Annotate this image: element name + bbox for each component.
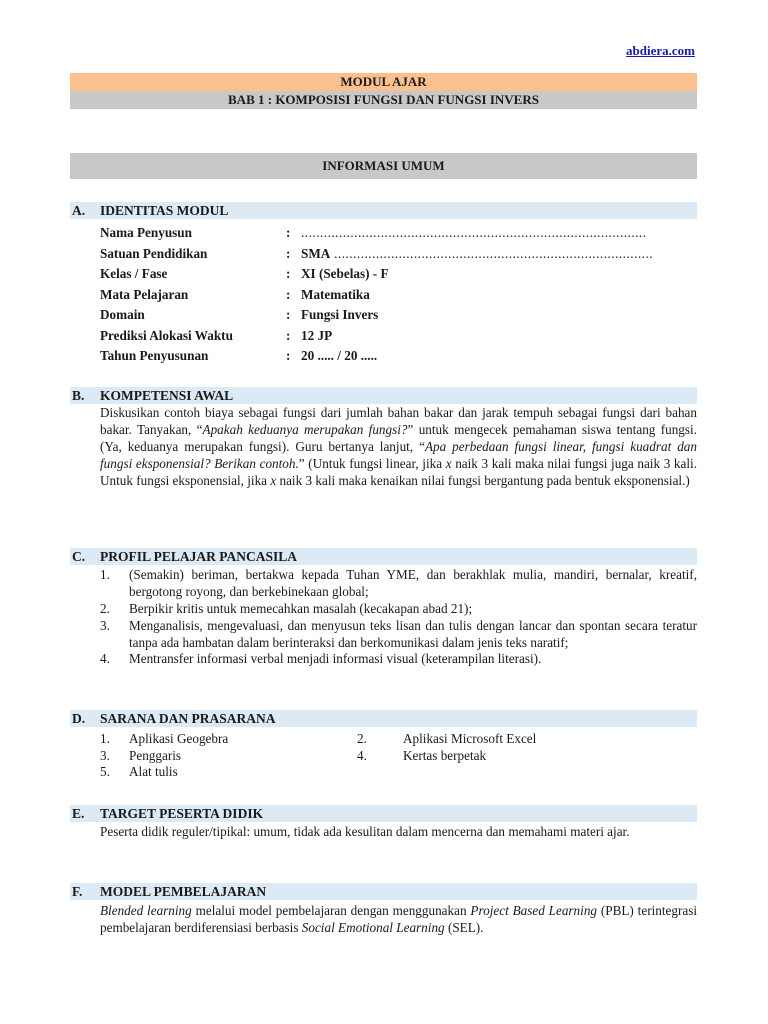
list-text: Penggaris xyxy=(129,747,182,763)
list-text: Kertas berpetak xyxy=(403,747,487,763)
list-number: 1. xyxy=(100,731,110,746)
identitas-row xyxy=(100,326,660,347)
section-letter: C. xyxy=(72,549,86,564)
info-title: INFORMASI UMUM xyxy=(322,158,445,173)
info-title-bar xyxy=(70,153,697,179)
chapter-title: BAB 1 : KOMPOSISI FUNGSI DAN FUNGSI INVERS xyxy=(228,92,539,107)
identitas-label: Kelas / Fase xyxy=(100,266,168,281)
identitas-colon: : xyxy=(286,225,291,240)
section-letter: D. xyxy=(72,711,86,726)
section-title: TARGET PESERTA DIDIK xyxy=(100,806,264,821)
module-title: MODUL AJAR xyxy=(340,74,427,89)
list-text: Alat tulis xyxy=(129,764,178,779)
identitas-row xyxy=(100,346,660,367)
section-letter: F. xyxy=(72,884,83,899)
list-item xyxy=(100,601,697,618)
chapter-title-bar xyxy=(70,91,697,109)
list-number: 4. xyxy=(100,651,110,667)
sarana-row xyxy=(100,764,697,781)
list-number: 1. xyxy=(100,567,110,582)
section-b-header xyxy=(70,387,697,404)
section-title: PROFIL PELAJAR PANCASILA xyxy=(100,549,298,564)
section-title: IDENTITAS MODUL xyxy=(100,203,229,218)
list-number: 5. xyxy=(100,764,110,779)
identitas-value: Matematika xyxy=(301,286,370,302)
list-text: Aplikasi Geogebra xyxy=(129,731,229,746)
model-text: Blended learning melalui model pembelajaran dengan menggunakan Project Based Learning (PBL) terintegrasi pembelajaran berdiferensiasi berbasis Social Emotional Learning (SEL). xyxy=(100,903,697,935)
identitas-colon: : xyxy=(286,245,291,261)
identitas-label: Satuan Pendidikan xyxy=(100,245,208,261)
list-number: 3. xyxy=(100,747,110,763)
section-e-header xyxy=(70,805,697,822)
list-text: Menganalisis, mengevaluasi, dan menyusun teks lisan dan tulis dengan lancar dan spontan secara teratur tanpa ada hambatan dalam berinteraksi dan berkomunikasi dalam jenis teks naratif; xyxy=(129,617,697,650)
section-letter: B. xyxy=(72,388,85,403)
identitas-value: Fungsi Invers xyxy=(301,307,379,322)
site-link[interactable]: abdiera.com xyxy=(626,43,695,58)
target-text: Peserta didik reguler/tipikal: umum, tidak ada kesulitan dalam mencerna dan memahami materi ajar. xyxy=(100,824,630,839)
identitas-colon: : xyxy=(286,307,291,322)
identitas-value: XI (Sebelas) - F xyxy=(301,266,389,281)
profil-list xyxy=(100,567,697,668)
list-number: 2. xyxy=(100,600,110,616)
identitas-value: 20 ..... / 20 ..... xyxy=(301,348,378,363)
identitas-table xyxy=(100,223,660,367)
list-item xyxy=(100,618,697,652)
list-item xyxy=(100,651,697,668)
section-f-header xyxy=(70,883,697,900)
question-1: Apakah keduanya merupakan fungsi? xyxy=(202,421,408,437)
module-title-bar xyxy=(70,73,697,91)
sarana-row xyxy=(100,731,697,748)
identitas-row xyxy=(100,244,660,265)
identitas-label: Prediksi Alokasi Waktu xyxy=(100,327,233,343)
identitas-value: SMA .................................................................................... xyxy=(301,245,654,261)
section-letter: E. xyxy=(72,806,85,821)
fill-dots: ........................................................................................... xyxy=(301,225,647,240)
list-item xyxy=(100,567,697,601)
identitas-colon: : xyxy=(286,286,291,302)
sarana-row xyxy=(100,748,697,765)
section-d-header xyxy=(70,710,697,727)
question-2: Apa perbedaan fungsi linear, fungsi kuadrat dan fungsi eksponensial? Berikan contoh. xyxy=(100,438,697,471)
list-number: 4. xyxy=(357,747,367,763)
section-title: KOMPETENSI AWAL xyxy=(100,388,234,403)
section-title: SARANA DAN PRASARANA xyxy=(100,711,276,726)
list-text: (Semakin) beriman, bertakwa kepada Tuhan YME, dan berakhlak mulia, mandiri, bernalar, kreatif, bergotong royong, dan berkebinekaan global; xyxy=(129,567,697,599)
identitas-value xyxy=(301,223,647,244)
fill-dots: .................................................................................... xyxy=(330,245,654,261)
identitas-row xyxy=(100,305,660,326)
identitas-label: Domain xyxy=(100,307,145,322)
list-text: Berpikir kritis untuk memecahkan masalah (kecakapan abad 21); xyxy=(129,600,473,616)
section-a-header xyxy=(70,202,697,219)
section-title: MODEL PEMBELAJARAN xyxy=(100,884,267,899)
identitas-row xyxy=(100,264,660,285)
sarana-list xyxy=(100,731,697,781)
identitas-row xyxy=(100,285,660,306)
list-text: Mentransfer informasi verbal menjadi informasi visual (keterampilan literasi). xyxy=(129,651,542,667)
identitas-label: Nama Penyusun xyxy=(100,225,192,240)
identitas-label: Tahun Penyusunan xyxy=(100,348,209,363)
list-number: 3. xyxy=(100,617,110,633)
identitas-row xyxy=(100,223,660,244)
identitas-label: Mata Pelajaran xyxy=(100,286,189,302)
identitas-value: 12 JP xyxy=(301,327,333,343)
list-text: Aplikasi Microsoft Excel xyxy=(403,731,537,746)
section-letter: A. xyxy=(72,203,86,218)
list-number: 2. xyxy=(357,731,367,746)
kompetensi-awal-text: Diskusikan contoh biaya sebagai fungsi dari jumlah bahan bakar dan jarak tempuh sebagai fungsi dari bahan bakar. Tanyakan, “Apakah keduanya merupakan fungsi?” untuk mengecek pemahaman siswa tentang fungsi. (Ya, keduanya merupakan fungsi). Guru bertanya lanjut, “Apa perbedaan fungsi linear, fungsi kuadrat dan fungsi eksponensial? Berikan contoh.” (Untuk fungsi linear, jika x naik 3 kali maka nilai fungsi juga naik 3 kali. Untuk fungsi eksponensial, jika x naik 3 kali maka kenaikan nilai fungsi bergantung pada bentuk eksponensial.) xyxy=(100,405,697,488)
identitas-colon: : xyxy=(286,327,291,343)
identitas-colon: : xyxy=(286,348,291,363)
identitas-colon: : xyxy=(286,266,291,281)
section-c-header xyxy=(70,548,697,565)
